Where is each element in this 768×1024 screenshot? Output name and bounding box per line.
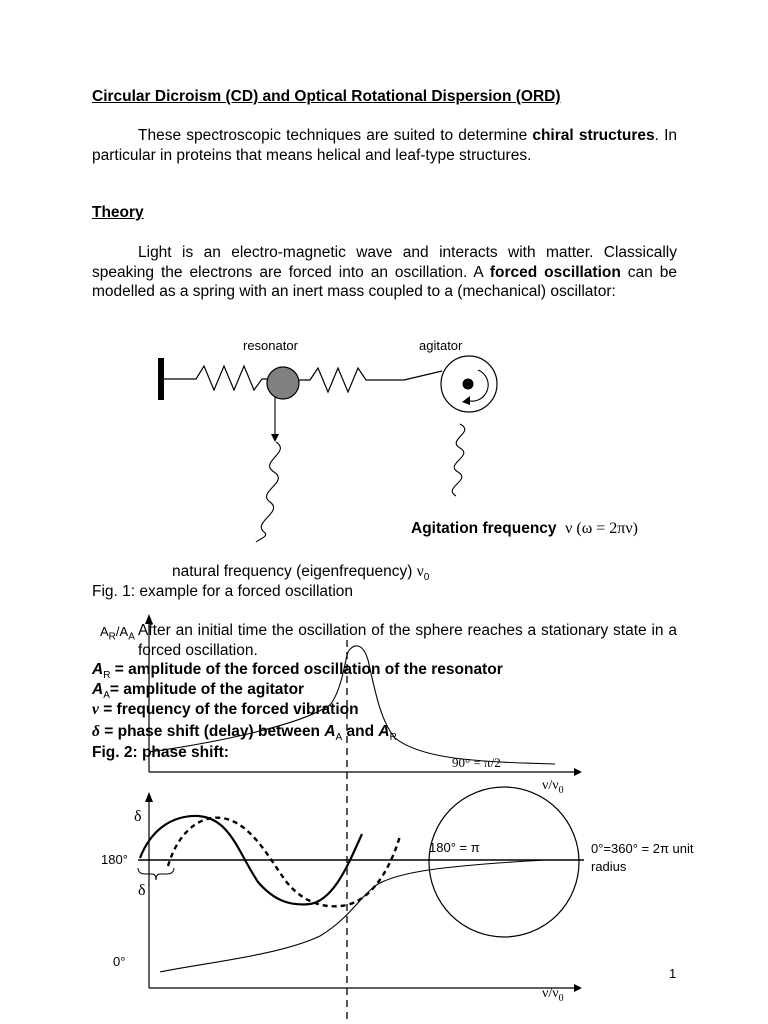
delta-and: and xyxy=(342,723,379,740)
amp-axis-mid: /A xyxy=(115,624,129,639)
phase-x-text: ν/ν xyxy=(542,986,559,1001)
arrow-head-icon xyxy=(271,434,279,442)
agitation-formula: ν (ω = 2πν) xyxy=(565,520,638,537)
aa-symbol: A xyxy=(92,681,104,698)
ar-text: = amplitude of the forced oscillation of the resonator xyxy=(110,661,503,678)
ar-sub: R xyxy=(103,670,111,682)
amp-line1 xyxy=(138,621,677,660)
agitation-frequency xyxy=(411,519,638,539)
amp-x-text: ν/ν xyxy=(542,778,559,793)
fig1-caption: Fig. 1: example for a forced oscillation xyxy=(92,583,354,600)
amp-axis-a: A xyxy=(100,624,109,639)
natural-sub: 0 xyxy=(423,572,430,584)
page-title: Circular Dicroism (CD) and Optical Rotational Dispersion (ORD) xyxy=(92,88,561,105)
amp-axis-label xyxy=(100,624,135,643)
agitation-label: Agitation frequency xyxy=(411,520,557,537)
angle-360-label: 0°=360° = 2π unit radius xyxy=(591,841,694,874)
wall-icon xyxy=(158,358,164,400)
resonator-wave-icon xyxy=(256,442,280,542)
theory-heading: Theory xyxy=(92,204,144,221)
angle-180-label: 180° = π xyxy=(429,840,480,855)
agitator-axle-icon xyxy=(463,379,474,390)
page-number: 1 xyxy=(669,966,677,981)
spring-left-icon xyxy=(164,366,268,390)
angle-90-label: 90° = π/2 xyxy=(452,755,501,770)
aa-sub: A xyxy=(103,690,110,702)
theory-text-pre: Light is an electro-magnetic wave and interacts with matter. Classically speaking the electrons are forced into an oscillation. A xyxy=(92,244,677,281)
delta-a2-sub: R xyxy=(389,732,397,744)
rotation-arrowhead-icon xyxy=(462,396,470,405)
natural-symbol: ν xyxy=(416,563,424,580)
amp-x-sub: 0 xyxy=(558,784,564,796)
phase-y-arrow-icon xyxy=(145,792,153,802)
amp-line1-text: After an initial time the oscillation of the sphere reaches a stationary state in a forced oscillation. xyxy=(138,622,677,659)
intro-bold: chiral structures xyxy=(532,127,655,144)
phase-y-label: δ xyxy=(134,808,142,825)
delta-a1: A xyxy=(324,723,336,740)
agitator-wave-icon xyxy=(452,424,465,496)
deg-0-label: 0° xyxy=(113,954,126,969)
delta-symbol: δ xyxy=(92,723,100,740)
delta-a2: A xyxy=(378,723,390,740)
amp-x-arrow-icon xyxy=(574,768,582,776)
aa-text: = amplitude of the agitator xyxy=(109,681,305,698)
theory-text-post: can be modelled as a spring with an inert mass coupled to a (mechanical) oscillator: xyxy=(92,263,677,300)
resonator-sine-curve xyxy=(168,818,400,907)
delta-brace-icon xyxy=(138,868,174,880)
agitator-label: agitator xyxy=(419,338,463,353)
theory-bold: forced oscillation xyxy=(489,263,621,281)
resonator-sphere-icon xyxy=(267,367,299,399)
phase-x-label xyxy=(542,986,564,1004)
spring-right-icon xyxy=(299,368,442,392)
amp-axis-sub2: A xyxy=(128,631,135,643)
nu-symbol: ν xyxy=(92,701,99,718)
phase-x-arrow-icon xyxy=(574,984,582,992)
intro-text-pre: These spectroscopic techniques are suited to determine xyxy=(138,127,533,144)
amp-axis-sub1: R xyxy=(108,631,116,643)
ar-symbol: A xyxy=(92,661,104,678)
nu-definition xyxy=(92,700,359,720)
amp-x-label xyxy=(542,778,564,796)
phase-x-sub: 0 xyxy=(558,992,564,1004)
delta-a1-sub: A xyxy=(335,732,343,744)
phase-delta-label: δ xyxy=(138,882,146,899)
nu-text: = frequency of the forced vibration xyxy=(98,701,359,718)
intro-text-post: . In particular in proteins that means helical and leaf-type structures. xyxy=(92,127,678,164)
natural-label: natural frequency (eigenfrequency) xyxy=(172,563,417,580)
resonator-label: resonator xyxy=(243,338,298,353)
deg-180-label: 180° xyxy=(101,852,128,867)
delta-text: = phase shift (delay) between xyxy=(99,723,325,740)
phase-curve xyxy=(160,860,545,972)
fig2-caption: Fig. 2: phase shift: xyxy=(92,744,229,761)
